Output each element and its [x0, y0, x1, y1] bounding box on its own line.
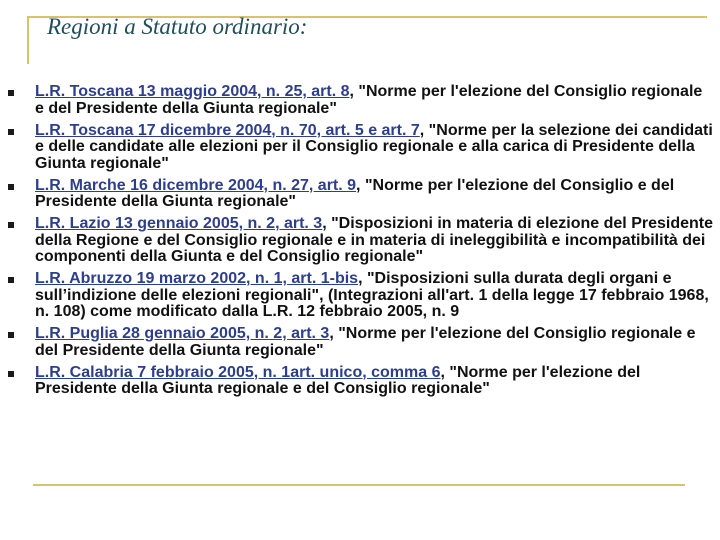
- law-reference-link[interactable]: L.R. Marche 16 dicembre 2004, n. 27, art. 9: [35, 176, 357, 194]
- list-item: [0, 178, 720, 211]
- law-reference-link[interactable]: L.R. Toscana 17 dicembre 2004, n. 70, art. 5 e art. 7: [35, 121, 420, 139]
- bullet-icon: [8, 90, 14, 96]
- law-description: , "Norme per l'elezione del Consiglio regionale e del Presidente della Giunta regionale": [35, 83, 703, 117]
- bullet-icon: [8, 129, 14, 135]
- list-item: [0, 365, 720, 398]
- bullet-icon: [8, 184, 14, 190]
- bullet-icon: [8, 277, 14, 283]
- law-reference-link[interactable]: L.R. Puglia 28 gennaio 2005, n. 2, art. 3: [35, 325, 330, 342]
- law-reference-link[interactable]: L.R. Toscana 13 maggio 2004, n. 25, art. 8: [35, 83, 350, 100]
- law-description: , "Disposizioni in materia di elezione del Presidente della Regione e del Consiglio regionale e in materia di ineleggibilità e incompatibilità dei componenti della Giunta e del Consiglio regionale": [35, 215, 713, 265]
- list-item: [0, 123, 720, 173]
- bullet-icon: [8, 371, 14, 377]
- law-reference-link[interactable]: L.R. Calabria 7 febbraio 2005, n. 1art. unico, comma 6: [35, 363, 441, 381]
- bullet-icon: [8, 332, 14, 338]
- law-reference-link[interactable]: L.R. Lazio 13 gennaio 2005, n. 2, art. 3: [35, 215, 323, 232]
- law-description: , "Norme per l'elezione del Consiglio e del Presidente della Giunta regionale": [35, 176, 675, 210]
- title-left-rule: [27, 16, 29, 64]
- list-item: [0, 216, 720, 266]
- law-description: , "Disposizioni sulla durata degli organi e sull’indizione delle elezioni regionali", (Integrazioni all'art. 1 della legge 17 febbraio 1968, n. 108) come modificato dalla L.R. 12 febbraio 2005, n. 9: [35, 270, 709, 320]
- bullet-icon: [8, 222, 14, 228]
- list-item: [0, 326, 720, 359]
- list-item: [0, 84, 720, 117]
- law-list: [0, 84, 720, 403]
- bottom-divider: [33, 484, 685, 486]
- list-item: [0, 271, 720, 321]
- law-description: , "Norme per l'elezione del Presidente della Giunta regionale e del Consiglio regionale": [35, 363, 641, 397]
- law-description: , "Norme per la selezione dei candidati e delle candidate alle elezioni per il Consiglio regionale e alla carica di Presidente della Giunta regionale": [35, 121, 713, 172]
- law-description: , "Norme per l'elezione del Consiglio regionale e del Presidente della Giunta regionale": [35, 325, 696, 359]
- slide-title: Regioni a Statuto ordinario:: [47, 14, 308, 39]
- law-reference-link[interactable]: L.R. Abruzzo 19 marzo 2002, n. 1, art. 1-bis: [35, 270, 359, 287]
